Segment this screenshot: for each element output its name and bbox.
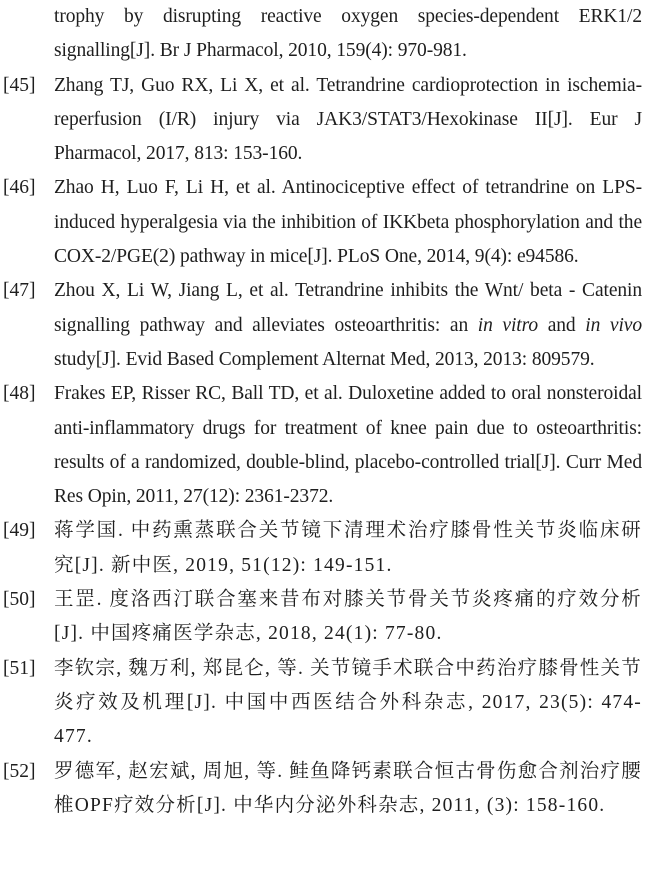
reference-number: [48] xyxy=(3,383,36,405)
reference-44-continuation xyxy=(0,0,648,69)
reference-number: [46] xyxy=(3,177,36,199)
reference-italic-term: in vivo xyxy=(585,314,642,336)
reference-text: Frakes EP, Risser RC, Ball TD, et al. Duloxetine added to oral nonsteroidal anti-inflammatory drugs for treatment of knee pain due to osteoarthritis: results of a randomized, double-blind, placebo-controlled trial[J]. Curr Med Res Opin, 2011, 27(12): 2361-2372. xyxy=(54,383,642,508)
reference-text: 罗德军, 赵宏斌, 周旭, 等. 鲑鱼降钙素联合恒古骨伤愈合剂治疗腰椎OPF疗效分析[J]. 中华内分泌外科杂志, 2011, (3): 158-160. xyxy=(54,760,642,816)
reference-number: [45] xyxy=(3,74,36,96)
reference-47 xyxy=(0,274,648,377)
reference-text-part: and xyxy=(538,314,586,336)
reference-text: 王罡. 度洛西汀联合塞来昔布对膝关节骨关节炎疼痛的疗效分析[J]. 中国疼痛医学杂志, 2018, 24(1): 77-80. xyxy=(54,589,642,645)
reference-text-part: study[J]. Evid Based Complement Alternat Med, 2013, 2013: 809579. xyxy=(54,348,595,370)
reference-45 xyxy=(0,69,648,172)
reference-49 xyxy=(0,514,648,583)
reference-52 xyxy=(0,755,648,824)
reference-text-part: Zhou X, Li W, Jiang L, et al. Tetrandrine inhibits the Wnt/ beta - Catenin signalling pathway and alleviates osteoarthritis: an xyxy=(54,280,642,336)
reference-text: trophy by disrupting reactive oxygen species-dependent ERK1/2 signalling[J]. Br J Pharmacol, 2010, 159(4): 970-981. xyxy=(54,6,642,62)
reference-text: Zhang TJ, Guo RX, Li X, et al. Tetrandrine cardioprotection in ischemia-reperfusion (I/R) injury via JAK3/STAT3/Hexokinase II[J]. Eur J Pharmacol, 2017, 813: 153-160. xyxy=(54,74,642,165)
reference-number: [52] xyxy=(3,760,36,782)
reference-46 xyxy=(0,171,648,274)
reference-text: 李钦宗, 魏万利, 郑昆仑, 等. 关节镜手术联合中药治疗膝骨性关节炎疗效及机理[J]. 中国中西医结合外科杂志, 2017, 23(5): 474-477. xyxy=(54,657,642,748)
reference-50 xyxy=(0,583,648,652)
reference-text: Zhao H, Luo F, Li H, et al. Antinociceptive effect of tetrandrine on LPS-induced hyperalgesia via the inhibition of IKKbeta phosphorylation and the COX-2/PGE(2) pathway in mice[J]. PLoS One, 2014, 9(4): e94586. xyxy=(54,177,642,268)
reference-48 xyxy=(0,377,648,514)
reference-italic-term: in vitro xyxy=(477,314,539,336)
reference-number: [47] xyxy=(3,280,36,302)
reference-number: [50] xyxy=(3,589,36,611)
reference-51 xyxy=(0,652,648,755)
reference-number: [49] xyxy=(3,520,36,542)
reference-text: 蒋学国. 中药熏蒸联合关节镜下清理术治疗膝骨性关节炎临床研究[J]. 新中医, 2019, 51(12): 149-151. xyxy=(54,520,642,576)
reference-number: [51] xyxy=(3,657,36,679)
